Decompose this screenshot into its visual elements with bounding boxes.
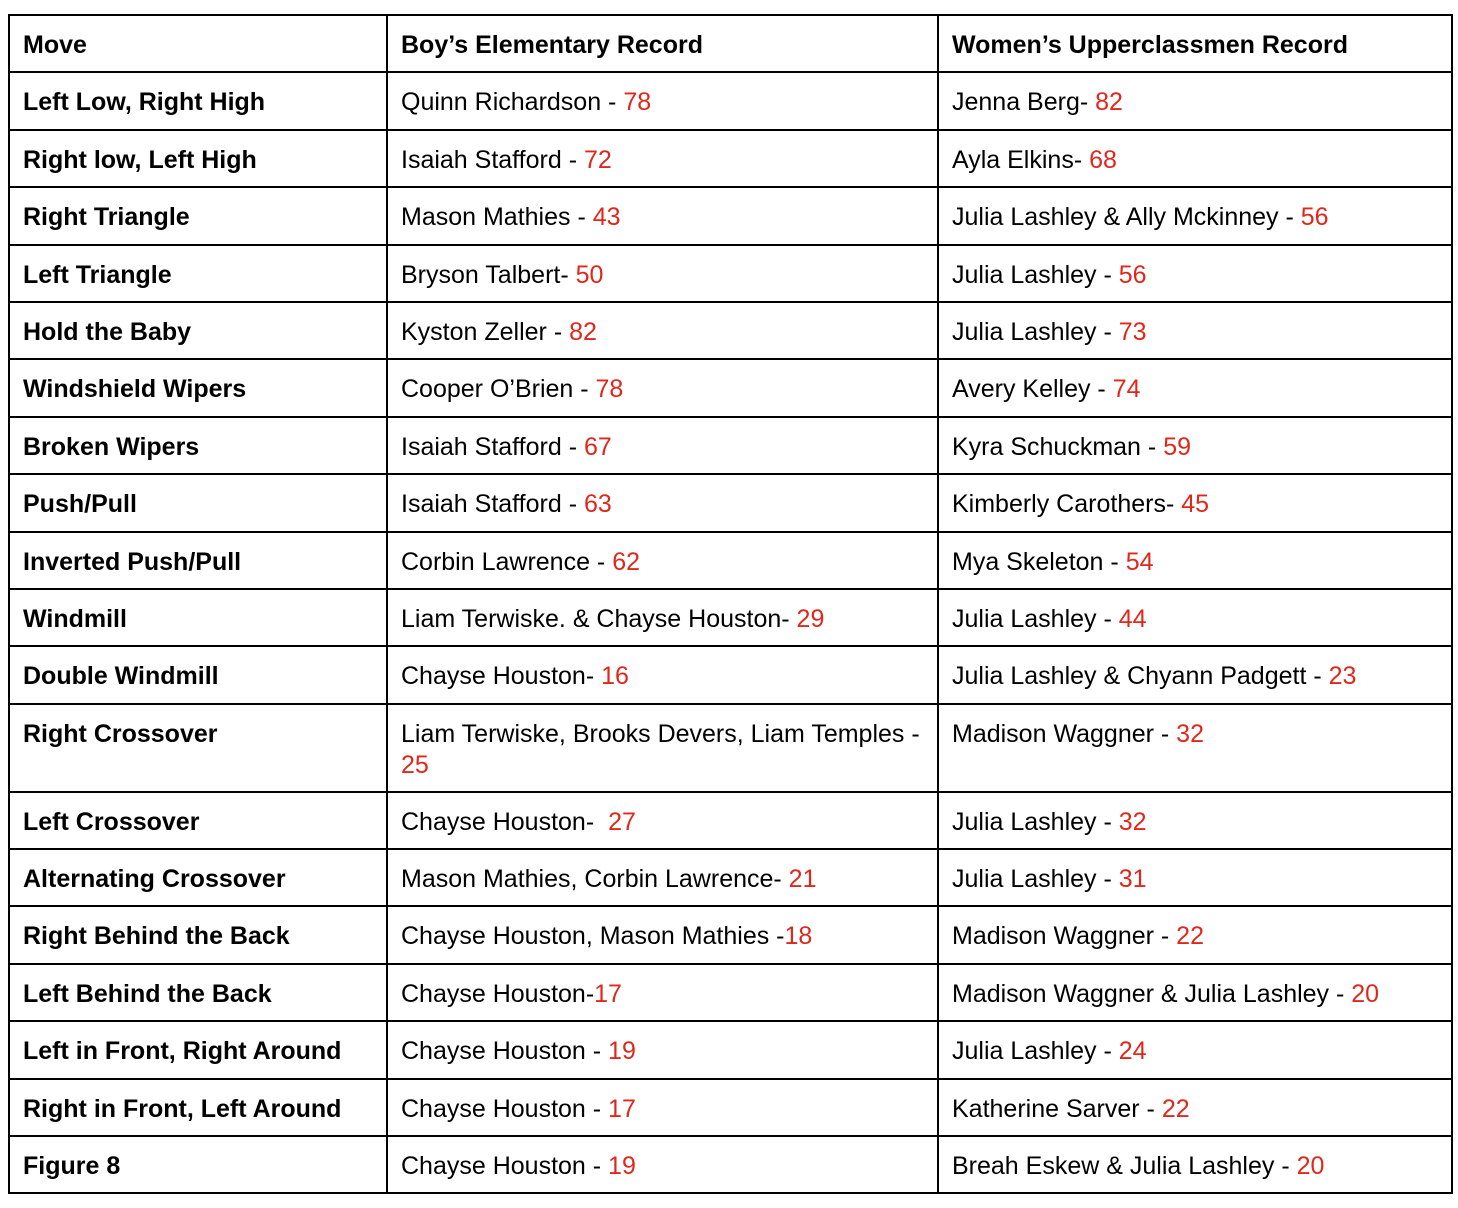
move-name: Figure 8 bbox=[9, 1136, 387, 1193]
boys-record-cell bbox=[387, 532, 938, 589]
women-record-cell bbox=[938, 849, 1452, 906]
women-record-value: 56 bbox=[1300, 203, 1329, 232]
boys-record-holder: Mason Mathies - bbox=[401, 203, 593, 232]
boys-record-holder: Mason Mathies, Corbin Lawrence- bbox=[401, 865, 789, 894]
women-record-value: 32 bbox=[1176, 719, 1204, 748]
boys-record-holder: Bryson Talbert- bbox=[401, 260, 576, 289]
women-record-holder: Madison Waggner - bbox=[952, 719, 1177, 748]
boys-record-value: 43 bbox=[592, 203, 621, 232]
boys-record-holder: Chayse Houston- bbox=[401, 979, 595, 1008]
women-record-value: 56 bbox=[1118, 260, 1147, 289]
table-row bbox=[9, 792, 1452, 849]
move-name: Alternating Crossover bbox=[9, 849, 387, 906]
boys-record-holder: Corbin Lawrence - bbox=[401, 547, 613, 576]
table-row bbox=[9, 646, 1452, 703]
women-record-cell bbox=[938, 1079, 1452, 1136]
boys-record-holder: Chayse Houston - bbox=[401, 1094, 609, 1123]
move-name: Left Triangle bbox=[9, 245, 387, 302]
women-record-holder: Madison Waggner & Julia Lashley - bbox=[952, 979, 1352, 1008]
boys-record-value: 18 bbox=[784, 922, 813, 951]
women-record-holder: Ayla Elkins- bbox=[952, 145, 1090, 174]
women-record-cell bbox=[938, 1021, 1452, 1078]
move-name: Left Low, Right High bbox=[9, 72, 387, 129]
women-record-holder: Julia Lashley - bbox=[952, 317, 1119, 346]
move-name: Push/Pull bbox=[9, 474, 387, 531]
move-name: Right Triangle bbox=[9, 187, 387, 244]
women-record-value: 23 bbox=[1328, 662, 1357, 691]
move-name: Right low, Left High bbox=[9, 130, 387, 187]
table-row bbox=[9, 1079, 1452, 1136]
women-record-value: 74 bbox=[1112, 375, 1141, 404]
women-record-cell bbox=[938, 245, 1452, 302]
women-record-cell bbox=[938, 792, 1452, 849]
women-record-value: 54 bbox=[1125, 547, 1154, 576]
women-record-cell bbox=[938, 359, 1452, 416]
table-row bbox=[9, 187, 1452, 244]
table-row bbox=[9, 589, 1452, 646]
boys-record-cell bbox=[387, 474, 938, 531]
boys-record-cell bbox=[387, 1079, 938, 1136]
women-record-holder: Julia Lashley - bbox=[952, 260, 1119, 289]
women-record-holder: Jenna Berg- bbox=[952, 88, 1096, 117]
boys-record-value: 16 bbox=[601, 662, 629, 691]
women-record-holder: Kimberly Carothers- bbox=[952, 490, 1182, 519]
boys-record-cell bbox=[387, 417, 938, 474]
move-name: Left in Front, Right Around bbox=[9, 1021, 387, 1078]
move-name: Double Windmill bbox=[9, 646, 387, 703]
women-record-value: 68 bbox=[1089, 145, 1117, 174]
women-record-cell bbox=[938, 130, 1452, 187]
women-record-value: 82 bbox=[1095, 88, 1123, 117]
women-record-value: 24 bbox=[1118, 1037, 1147, 1066]
women-record-holder: Julia Lashley - bbox=[952, 1037, 1119, 1066]
table-row bbox=[9, 417, 1452, 474]
boys-record-holder: Chayse Houston- bbox=[401, 662, 602, 691]
header-women-record: Women’s Upperclassmen Record bbox=[938, 15, 1452, 72]
boys-record-value: 50 bbox=[575, 260, 604, 289]
move-name: Right Behind the Back bbox=[9, 906, 387, 963]
move-name: Broken Wipers bbox=[9, 417, 387, 474]
boys-record-cell bbox=[387, 359, 938, 416]
boys-record-cell bbox=[387, 589, 938, 646]
women-record-value: 31 bbox=[1118, 865, 1147, 894]
women-record-value: 45 bbox=[1181, 490, 1210, 519]
boys-record-cell bbox=[387, 72, 938, 129]
move-name: Windshield Wipers bbox=[9, 359, 387, 416]
women-record-cell bbox=[938, 704, 1452, 792]
move-name: Right in Front, Left Around bbox=[9, 1079, 387, 1136]
boys-record-value: 17 bbox=[594, 979, 622, 1008]
boys-record-value: 29 bbox=[796, 604, 825, 633]
table-row bbox=[9, 704, 1452, 792]
move-name: Right Crossover bbox=[9, 704, 387, 792]
boys-record-holder: Isaiah Stafford - bbox=[401, 490, 584, 519]
table-row bbox=[9, 359, 1452, 416]
women-record-value: 22 bbox=[1161, 1094, 1190, 1123]
boys-record-value: 19 bbox=[608, 1152, 636, 1181]
records-sheet bbox=[8, 14, 1453, 1194]
women-record-value: 73 bbox=[1118, 317, 1147, 346]
women-record-holder: Breah Eskew & Julia Lashley - bbox=[952, 1152, 1297, 1181]
boys-record-holder: Cooper O’Brien - bbox=[401, 375, 596, 404]
women-record-cell bbox=[938, 589, 1452, 646]
women-record-holder: Katherine Sarver - bbox=[952, 1094, 1162, 1123]
table-row bbox=[9, 849, 1452, 906]
table-row bbox=[9, 906, 1452, 963]
women-record-holder: Kyra Schuckman - bbox=[952, 432, 1164, 461]
boys-record-cell bbox=[387, 1136, 938, 1193]
women-record-holder: Julia Lashley & Ally Mckinney - bbox=[952, 203, 1301, 232]
boys-record-value: 19 bbox=[608, 1037, 636, 1066]
records-table bbox=[8, 14, 1453, 1194]
boys-record-holder: Chayse Houston - bbox=[401, 1037, 609, 1066]
women-record-cell bbox=[938, 474, 1452, 531]
boys-record-cell bbox=[387, 245, 938, 302]
table-row bbox=[9, 302, 1452, 359]
boys-record-value: 67 bbox=[583, 432, 612, 461]
boys-record-holder: Isaiah Stafford - bbox=[401, 145, 584, 174]
women-record-cell bbox=[938, 187, 1452, 244]
boys-record-holder: Chayse Houston, Mason Mathies - bbox=[401, 922, 785, 951]
boys-record-holder: Chayse Houston - bbox=[401, 1152, 609, 1181]
boys-record-value: 17 bbox=[608, 1094, 636, 1123]
women-record-value: 20 bbox=[1351, 979, 1380, 1008]
boys-record-cell bbox=[387, 964, 938, 1021]
boys-record-value: 62 bbox=[612, 547, 641, 576]
boys-record-value: 63 bbox=[583, 490, 612, 519]
boys-record-cell bbox=[387, 130, 938, 187]
table-row bbox=[9, 72, 1452, 129]
boys-record-cell bbox=[387, 646, 938, 703]
women-record-cell bbox=[938, 302, 1452, 359]
move-name: Hold the Baby bbox=[9, 302, 387, 359]
move-name: Left Crossover bbox=[9, 792, 387, 849]
boys-record-value: 72 bbox=[583, 145, 612, 174]
boys-record-holder: Chayse Houston- bbox=[401, 807, 602, 836]
move-name: Left Behind the Back bbox=[9, 964, 387, 1021]
header-move: Move bbox=[9, 15, 387, 72]
women-record-cell bbox=[938, 906, 1452, 963]
boys-record-holder: Kyston Zeller - bbox=[401, 317, 570, 346]
table-row bbox=[9, 130, 1452, 187]
move-name: Windmill bbox=[9, 589, 387, 646]
table-row bbox=[9, 532, 1452, 589]
header-row bbox=[9, 15, 1452, 72]
move-name: Inverted Push/Pull bbox=[9, 532, 387, 589]
women-record-cell bbox=[938, 964, 1452, 1021]
boys-record-value: 78 bbox=[595, 375, 624, 404]
table-row bbox=[9, 474, 1452, 531]
table-row bbox=[9, 1021, 1452, 1078]
women-record-cell bbox=[938, 1136, 1452, 1193]
boys-record-cell bbox=[387, 849, 938, 906]
table-row bbox=[9, 1136, 1452, 1193]
women-record-holder: Julia Lashley & Chyann Padgett - bbox=[952, 662, 1329, 691]
women-record-cell bbox=[938, 532, 1452, 589]
records-body bbox=[9, 72, 1452, 1193]
boys-record-cell bbox=[387, 704, 938, 792]
women-record-holder: Julia Lashley - bbox=[952, 604, 1119, 633]
women-record-holder: Madison Waggner - bbox=[952, 922, 1177, 951]
women-record-cell bbox=[938, 72, 1452, 129]
boys-record-holder: Isaiah Stafford - bbox=[401, 432, 584, 461]
boys-record-cell bbox=[387, 792, 938, 849]
boys-record-value: 25 bbox=[401, 750, 429, 779]
women-record-holder: Avery Kelley - bbox=[952, 375, 1113, 404]
women-record-holder: Julia Lashley - bbox=[952, 865, 1119, 894]
women-record-value: 44 bbox=[1118, 604, 1147, 633]
boys-record-cell bbox=[387, 1021, 938, 1078]
boys-record-holder: Liam Terwiske, Brooks Devers, Liam Temples - bbox=[401, 719, 927, 748]
table-row bbox=[9, 245, 1452, 302]
boys-record-cell bbox=[387, 906, 938, 963]
women-record-cell bbox=[938, 646, 1452, 703]
women-record-value: 59 bbox=[1163, 432, 1191, 461]
boys-record-value: 27 bbox=[608, 807, 636, 836]
boys-record-value: 82 bbox=[569, 317, 597, 346]
women-record-value: 22 bbox=[1176, 922, 1204, 951]
women-record-value: 32 bbox=[1118, 807, 1147, 836]
boys-record-value: 78 bbox=[623, 88, 652, 117]
women-record-holder: Julia Lashley - bbox=[952, 807, 1119, 836]
header-boys-record: Boy’s Elementary Record bbox=[387, 15, 938, 72]
boys-record-holder: Quinn Richardson - bbox=[401, 88, 624, 117]
table-row bbox=[9, 964, 1452, 1021]
boys-record-cell bbox=[387, 302, 938, 359]
women-record-cell bbox=[938, 417, 1452, 474]
boys-record-cell bbox=[387, 187, 938, 244]
women-record-holder: Mya Skeleton - bbox=[952, 547, 1126, 576]
boys-record-holder: Liam Terwiske. & Chayse Houston- bbox=[401, 604, 797, 633]
boys-record-value: 21 bbox=[788, 865, 817, 894]
women-record-value: 20 bbox=[1296, 1152, 1325, 1181]
